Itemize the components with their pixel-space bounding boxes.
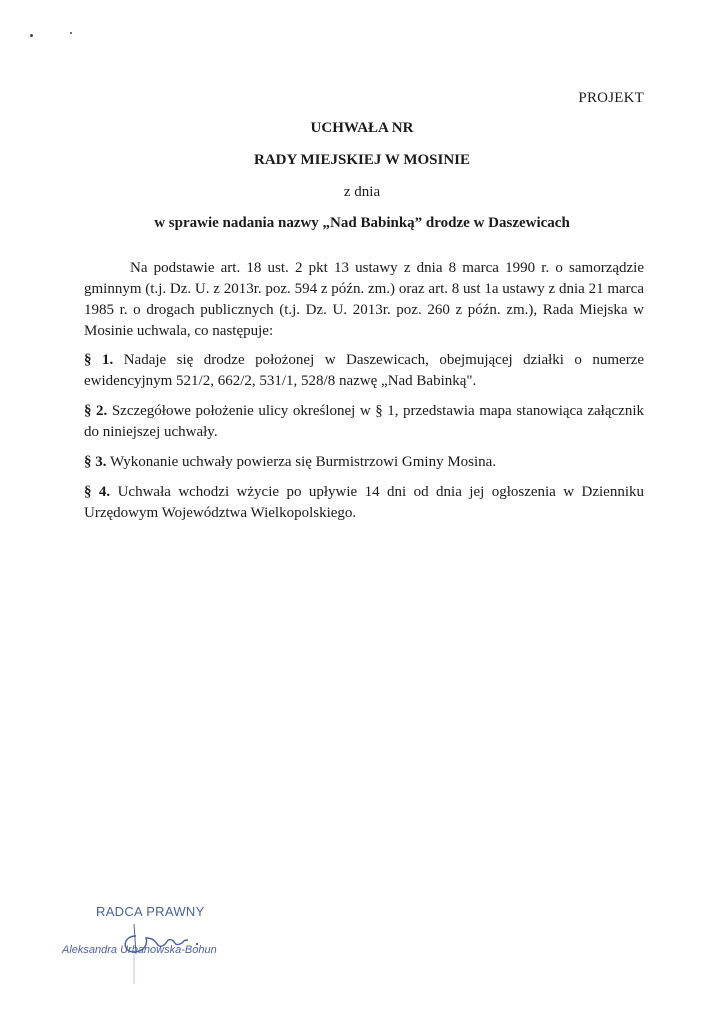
section-text: Nadaje się drodze położonej w Daszewicach, obejmującej działki o numerze ewidencyjnym 521/2, 662/2, 531/1, 528/8 nazwę „Nad Babinką". [84, 352, 645, 389]
section-number: § 4. [84, 484, 111, 500]
section-number: § 2. [84, 403, 108, 419]
resolution-date: z dnia [343, 184, 381, 200]
stamp-title: RADCA PRAWNY [96, 904, 205, 919]
section-1 [84, 350, 644, 392]
section-3 [84, 452, 644, 473]
section-number: § 3. [84, 454, 107, 470]
projekt-label: PROJEKT [578, 90, 644, 106]
section-text: Wykonanie uchwały powierza się Burmistrzowi Gminy Mosina. [109, 454, 497, 470]
council-name: RADY MIEJSKIEJ W MOSINIE [253, 152, 470, 168]
section-2 [84, 401, 644, 443]
section-text: Uchwała wchodzi wżycie po upływie 14 dni od dnia jej ogłoszenia w Dzienniku Urzędowym Województwa Wielkopolskiego. [84, 484, 644, 521]
preamble-paragraph: Na podstawie art. 18 ust. 2 pkt 13 ustawy z dnia 8 marca 1990 r. o samorządzie gminnym (t.j. Dz. U. z 2013r. poz. 594 z późn. zm.) oraz art. 8 ust 1a ustawy z dnia 21 marca 1985 r. o drogach publicznych (t.j. Dz. U. 2013r. poz. 260 z późn. zm.), Rada Miejska w Mosinie uchwala, co następuje: [84, 260, 644, 339]
section-text: Szczegółowe położenie ulicy określonej w § 1, przedstawia mapa stanowiąca załącznik do niniejszej uchwały. [84, 403, 644, 440]
scan-speck [30, 34, 33, 37]
legal-counsel-stamp [60, 900, 260, 1000]
scan-speck [70, 32, 72, 34]
section-number: § 1. [84, 352, 114, 368]
resolution-subject: w sprawie nadania nazwy „Nad Babinką” drodze w Daszewicach [154, 215, 570, 231]
section-4 [84, 482, 644, 524]
stamp-name: Aleksandra Urbanowska-Bohun [62, 944, 217, 956]
resolution-title: UCHWAŁA NR [310, 120, 414, 136]
